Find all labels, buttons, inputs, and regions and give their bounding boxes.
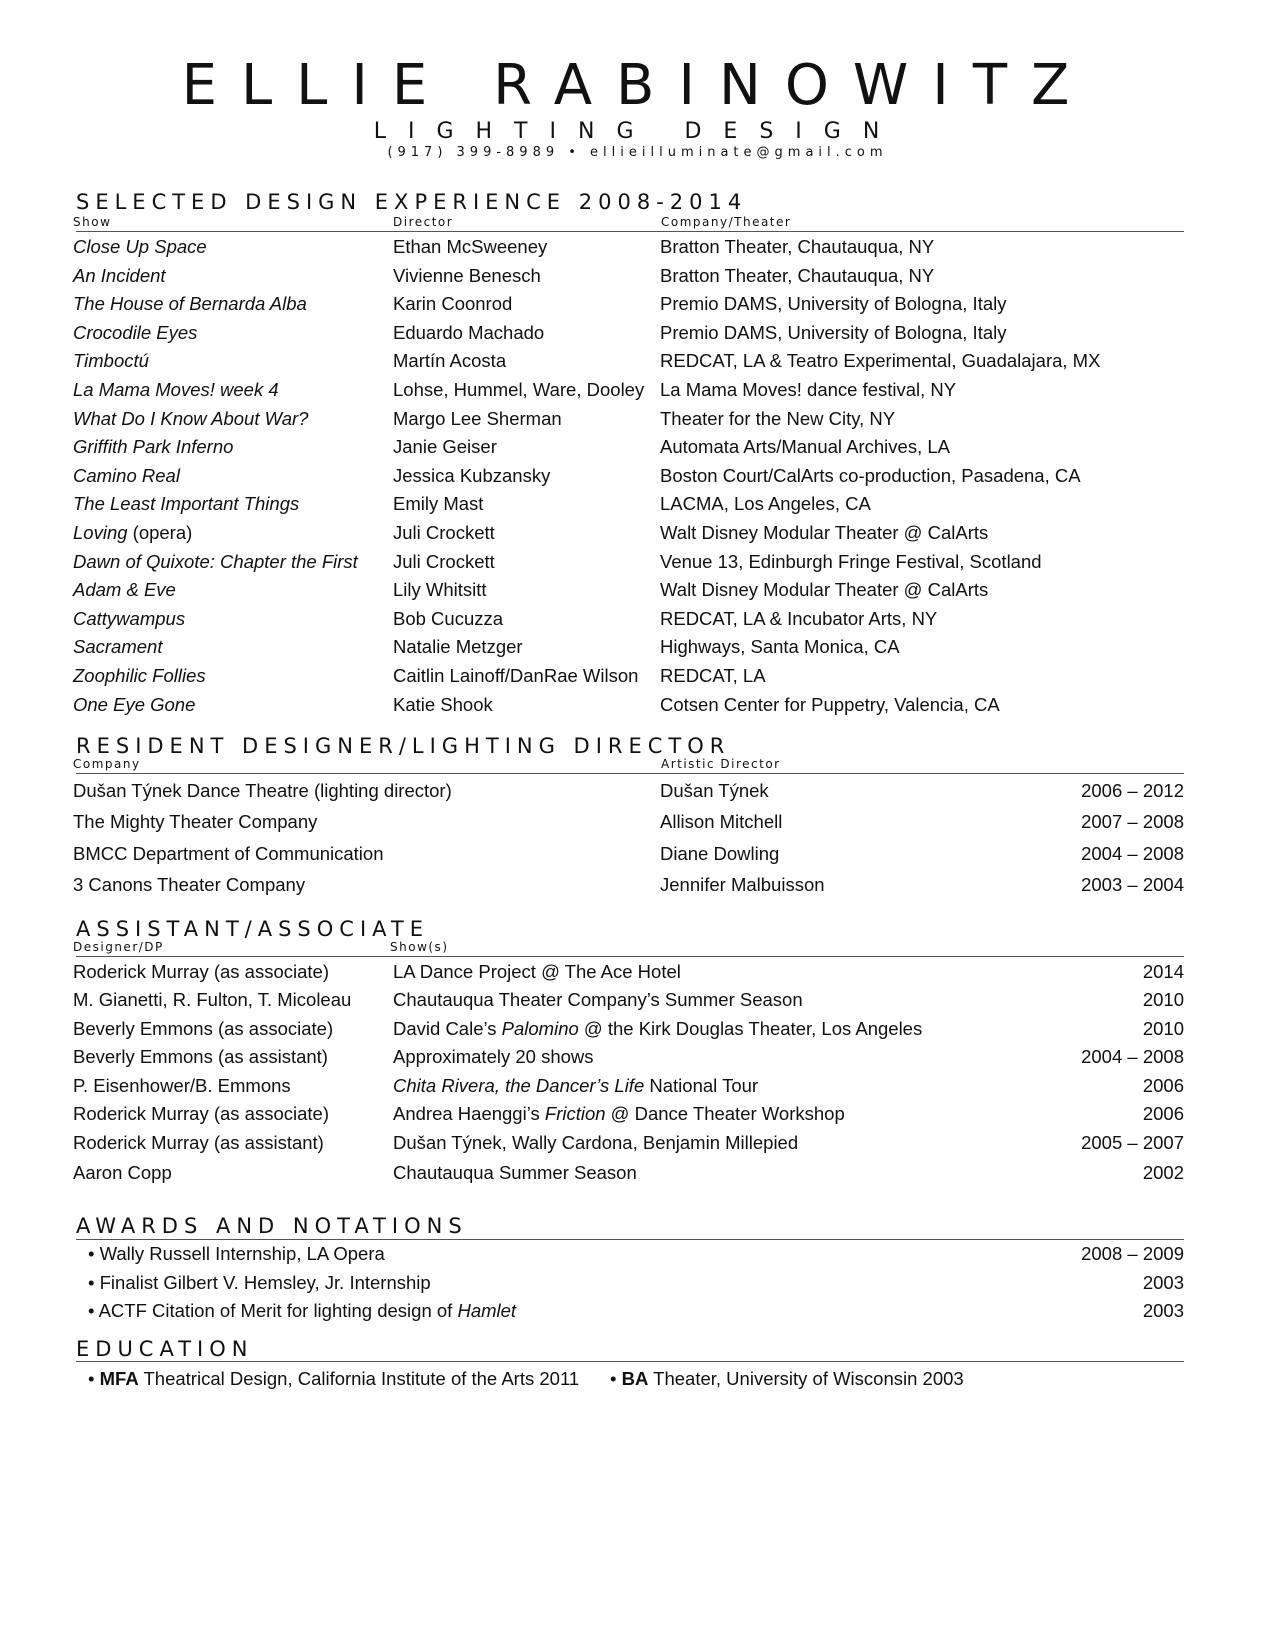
- director-cell: Jessica Kubzansky: [393, 464, 551, 486]
- education-item-ba: • BA Theater, University of Wisconsin 2003: [610, 1368, 964, 1389]
- director-cell: Katie Shook: [393, 693, 493, 715]
- company-cell: Dušan Týnek Dance Theatre (lighting director): [73, 780, 452, 801]
- table-row: [0, 1071, 1275, 1101]
- company-cell: Premio DAMS, University of Bologna, Italy: [660, 321, 1007, 343]
- years-cell: 2005 – 2007: [1081, 1132, 1184, 1153]
- resident-title: RESIDENT DESIGNER/LIGHTING DIRECTOR: [76, 734, 731, 758]
- director-cell: Martín Acosta: [393, 350, 507, 372]
- show-cell: [73, 461, 180, 491]
- shows-text: Chautauqua Theater Company’s Summer Season: [393, 989, 803, 1010]
- education-row: [0, 1364, 1275, 1394]
- design-experience-title: SELECTED DESIGN EXPERIENCE 2008-2014: [76, 190, 748, 214]
- award-text: [88, 1239, 385, 1269]
- shows-cell: [393, 1158, 637, 1188]
- table-row: [0, 575, 1275, 605]
- show-cell: [73, 632, 162, 662]
- show-title: Camino Real: [73, 464, 180, 486]
- show-title: Sacrament: [73, 636, 163, 658]
- years-cell: 2006: [1142, 1075, 1184, 1096]
- shows-text: Andrea Haenggi’s: [393, 1103, 545, 1124]
- company-cell: Bratton Theater, Chautauqua, NY: [660, 236, 935, 257]
- shows-text-after: National Tour: [644, 1075, 759, 1096]
- show-cell: [73, 375, 279, 405]
- show-cell: [73, 518, 192, 548]
- table-row: [0, 1099, 1275, 1129]
- company-cell: Boston Court/CalArts co-production, Pasadena, CA: [660, 464, 1081, 486]
- designer-cell: P. Eisenhower/B. Emmons: [73, 1075, 291, 1096]
- company-cell: REDCAT, LA & Incubator Arts, NY: [660, 607, 938, 629]
- col-head-company: Company/Theater: [661, 215, 792, 229]
- company-cell: Walt Disney Modular Theater @ CalArts: [660, 522, 989, 543]
- show-title: Zoophilic Follies: [73, 665, 206, 686]
- show-cell: [73, 318, 197, 348]
- award-label: • Wally Russell Internship, LA Opera: [88, 1243, 385, 1264]
- company-cell: 3 Canons Theater Company: [73, 873, 306, 895]
- years-cell: 2002: [1142, 1162, 1184, 1183]
- table-row: [0, 547, 1275, 577]
- artistic-director-cell: Jennifer Malbuisson: [660, 873, 825, 895]
- show-title: Timboctú: [73, 350, 149, 372]
- director-cell: Emily Mast: [393, 493, 484, 515]
- company-cell: LACMA, Los Angeles, CA: [660, 493, 871, 515]
- director-cell: Margo Lee Sherman: [393, 407, 562, 429]
- table-row: [0, 375, 1275, 405]
- director-cell: Lily Whitsitt: [393, 579, 487, 601]
- years-cell: 2010: [1142, 1018, 1184, 1039]
- award-label: • ACTF Citation of Merit for lighting design of: [88, 1300, 458, 1321]
- company-cell: Bratton Theater, Chautauqua, NY: [660, 264, 935, 286]
- shows-text: LA Dance Project @ The Ace Hotel: [393, 961, 681, 982]
- years-cell: 2010: [1142, 989, 1184, 1010]
- awards-title: AWARDS AND NOTATIONS: [76, 1214, 468, 1238]
- resident-rule: [76, 773, 1184, 774]
- director-cell: Karin Coonrod: [393, 293, 513, 315]
- table-row: [0, 839, 1275, 869]
- artistic-director-cell: Dušan Týnek: [660, 780, 769, 801]
- company-cell: Cotsen Center for Puppetry, Valencia, CA: [660, 693, 1000, 715]
- shows-text-after: @ the Kirk Douglas Theater, Los Angeles: [578, 1018, 923, 1039]
- shows-title: Friction: [544, 1103, 606, 1124]
- years-cell: 2006: [1142, 1103, 1184, 1124]
- table-row: [0, 461, 1275, 491]
- shows-title: Palomino: [501, 1018, 579, 1039]
- col-head-artistic-director: Artistic Director: [661, 757, 781, 771]
- shows-text: Chautauqua Summer Season: [393, 1162, 637, 1183]
- company-cell: Theater for the New City, NY: [660, 407, 896, 429]
- table-row: [0, 432, 1275, 462]
- show-title: Loving: [73, 522, 128, 543]
- director-cell: Natalie Metzger: [393, 636, 523, 658]
- designer-cell: Roderick Murray (as associate): [73, 1103, 329, 1124]
- table-row: [0, 870, 1275, 900]
- show-title: Close Up Space: [73, 236, 207, 257]
- show-title: Griffith Park Inferno: [73, 436, 234, 458]
- company-cell: Premio DAMS, University of Bologna, Italy: [660, 293, 1007, 315]
- shows-cell: [393, 1042, 594, 1072]
- years-cell: 2003: [1142, 1271, 1184, 1293]
- shows-title: Chita Rivera, the Dancer’s Life: [393, 1075, 645, 1096]
- shows-text: Approximately 20 shows: [393, 1046, 594, 1067]
- show-cell: [73, 690, 195, 720]
- table-row: [0, 489, 1275, 519]
- shows-cell: [393, 1128, 798, 1158]
- table-row: [0, 807, 1275, 837]
- designer-cell: Roderick Murray (as assistant): [73, 1132, 324, 1153]
- years-cell: 2006 – 2012: [1081, 780, 1184, 801]
- director-cell: Eduardo Machado: [393, 321, 545, 343]
- designer-cell: Aaron Copp: [73, 1162, 172, 1183]
- years-cell: 2004 – 2008: [1081, 842, 1184, 864]
- col-head-show: Show: [73, 215, 112, 229]
- resume-subtitle: LIGHTING DESIGN: [373, 119, 902, 144]
- designer-cell: M. Gianetti, R. Fulton, T. Micoleau: [73, 989, 352, 1010]
- col-head-resident-company: Company: [73, 757, 141, 771]
- company-cell: Automata Arts/Manual Archives, LA: [660, 436, 950, 458]
- show-extra: (opera): [127, 522, 193, 543]
- company-cell: Walt Disney Modular Theater @ CalArts: [660, 579, 989, 601]
- company-cell: REDCAT, LA: [660, 665, 766, 686]
- table-row: [0, 318, 1275, 348]
- list-item: [0, 1239, 1275, 1269]
- director-cell: Vivienne Benesch: [393, 264, 541, 286]
- resume-name: ELLIE RABINOWITZ: [181, 53, 1094, 118]
- show-cell: [73, 404, 308, 434]
- artistic-director-cell: Diane Dowling: [660, 842, 780, 864]
- show-cell: [73, 289, 307, 319]
- show-cell: [73, 489, 299, 519]
- director-cell: Lohse, Hummel, Ware, Dooley: [393, 379, 645, 400]
- col-head-shows: Show(s): [390, 940, 449, 954]
- company-cell: REDCAT, LA & Teatro Experimental, Guadalajara, MX: [660, 350, 1101, 372]
- award-text: [88, 1296, 516, 1326]
- table-row: [0, 1128, 1275, 1158]
- list-item: [0, 1268, 1275, 1298]
- education-title: EDUCATION: [76, 1337, 254, 1361]
- table-row: [0, 232, 1275, 262]
- company-cell: The Mighty Theater Company: [73, 811, 318, 833]
- show-cell: [73, 432, 233, 462]
- show-cell: [73, 547, 358, 577]
- years-cell: 2004 – 2008: [1081, 1046, 1184, 1067]
- table-row: [0, 985, 1275, 1015]
- table-row: [0, 1158, 1275, 1188]
- years-cell: 2014: [1142, 961, 1184, 982]
- table-row: [0, 1042, 1275, 1072]
- show-cell: [73, 661, 206, 691]
- shows-cell: [393, 957, 681, 987]
- years-cell: 2007 – 2008: [1081, 811, 1184, 833]
- show-title: Cattywampus: [73, 607, 186, 629]
- artistic-director-cell: Allison Mitchell: [660, 811, 783, 833]
- table-row: [0, 261, 1275, 291]
- shows-text-after: @ Dance Theater Workshop: [605, 1103, 845, 1124]
- col-head-director: Director: [393, 215, 454, 229]
- show-title: Dawn of Quixote: Chapter the First: [73, 550, 358, 572]
- show-cell: [73, 604, 185, 634]
- award-title: Hamlet: [457, 1300, 517, 1321]
- assistant-title: ASSISTANT/ASSOCIATE: [76, 917, 429, 941]
- shows-cell: [393, 985, 803, 1015]
- table-row: [0, 518, 1275, 548]
- show-cell: [73, 346, 149, 376]
- company-cell: Highways, Santa Monica, CA: [660, 636, 900, 658]
- years-cell: 2003: [1142, 1300, 1184, 1321]
- company-cell: La Mama Moves! dance festival, NY: [660, 379, 957, 400]
- contact-line: (917) 399-8989 • ellieilluminate@gmail.com: [387, 145, 888, 160]
- director-cell: Bob Cucuzza: [393, 607, 504, 629]
- shows-cell: [393, 1014, 922, 1044]
- show-title: What Do I Know About War?: [73, 407, 309, 429]
- show-title: Adam & Eve: [73, 579, 176, 601]
- table-row: [0, 632, 1275, 662]
- show-title: An Incident: [73, 264, 166, 286]
- show-title: The Least Important Things: [73, 493, 300, 515]
- show-cell: [73, 232, 207, 262]
- table-row: [0, 776, 1275, 806]
- designer-cell: Roderick Murray (as associate): [73, 961, 329, 982]
- table-row: [0, 690, 1275, 720]
- col-head-designer: Designer/DP: [73, 940, 164, 954]
- table-row: [0, 1014, 1275, 1044]
- show-cell: [73, 575, 176, 605]
- company-cell: Venue 13, Edinburgh Fringe Festival, Scotland: [660, 550, 1042, 572]
- director-cell: Caitlin Lainoff/DanRae Wilson: [393, 665, 639, 686]
- table-row: [0, 604, 1275, 634]
- shows-cell: [393, 1099, 845, 1129]
- table-row: [0, 346, 1275, 376]
- show-cell: [73, 261, 166, 291]
- show-title: La Mama Moves! week 4: [73, 379, 279, 400]
- education-rule: [76, 1361, 1184, 1362]
- shows-text: Dušan Týnek, Wally Cardona, Benjamin Millepied: [393, 1132, 799, 1153]
- shows-cell: [393, 1071, 758, 1101]
- education-item-mfa: • MFA Theatrical Design, California Institute of the Arts 2011: [88, 1368, 580, 1389]
- director-cell: Juli Crockett: [393, 522, 495, 543]
- director-cell: Juli Crockett: [393, 550, 495, 572]
- show-title: Crocodile Eyes: [73, 321, 198, 343]
- director-cell: Janie Geiser: [393, 436, 497, 458]
- years-cell: 2008 – 2009: [1081, 1243, 1184, 1264]
- table-row: [0, 289, 1275, 319]
- award-text: [88, 1268, 431, 1298]
- table-row: [0, 661, 1275, 691]
- years-cell: 2003 – 2004: [1081, 873, 1184, 895]
- list-item: [0, 1296, 1275, 1326]
- table-row: [0, 957, 1275, 987]
- shows-text: David Cale’s: [393, 1018, 502, 1039]
- table-row: [0, 404, 1275, 434]
- show-title: One Eye Gone: [73, 693, 196, 715]
- company-cell: BMCC Department of Communication: [73, 842, 384, 864]
- designer-cell: Beverly Emmons (as assistant): [73, 1046, 328, 1067]
- designer-cell: Beverly Emmons (as associate): [73, 1018, 334, 1039]
- show-title: The House of Bernarda Alba: [73, 293, 307, 315]
- director-cell: Ethan McSweeney: [393, 236, 548, 257]
- award-label: • Finalist Gilbert V. Hemsley, Jr. Internship: [88, 1271, 431, 1293]
